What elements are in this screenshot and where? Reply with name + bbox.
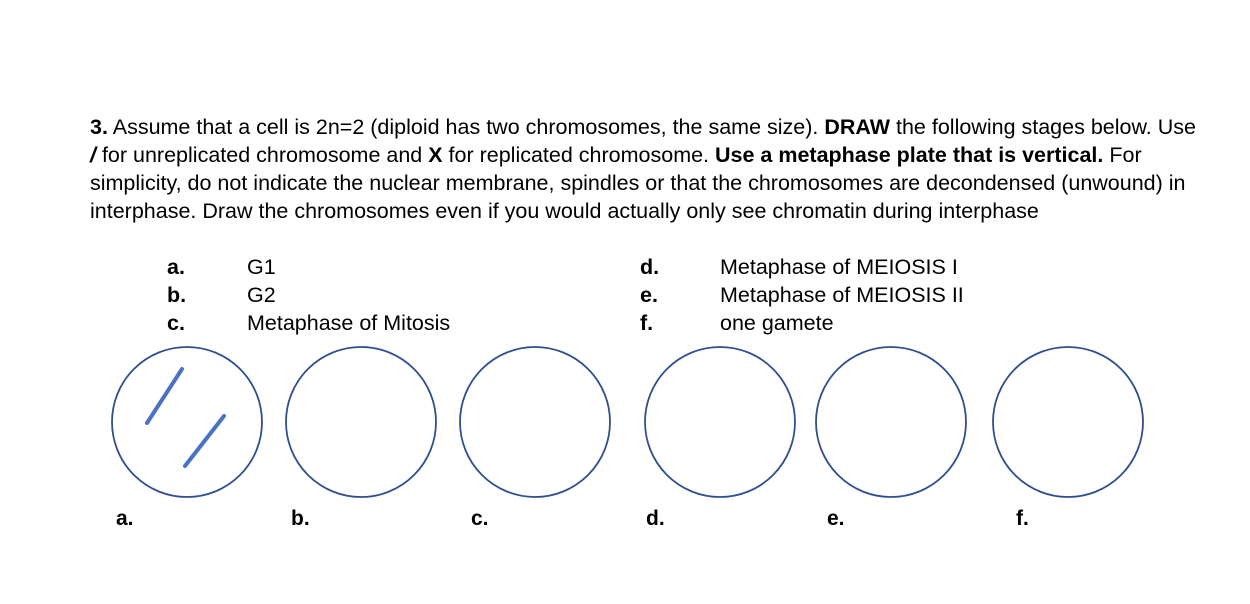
stage-letter: d.: [640, 255, 660, 279]
cell-label-c: c.: [471, 507, 489, 530]
question-text-3: for unreplicated chromosome and: [95, 143, 429, 167]
stage-text: one gamete: [720, 311, 834, 335]
stage-text: Metaphase of MEIOSIS II: [720, 283, 964, 307]
unreplicated-chromosome-2: [185, 416, 224, 466]
question-text-5: For simplicity, do not indicate the nuclear membrane, spindles or that the chromosomes are decondensed (unwound) in interphase. Draw the chromosomes even if you would actually only see chromatin during interphase: [90, 143, 1186, 223]
cell-label-d: d.: [646, 507, 665, 530]
question-text-1: Assume that a cell is 2n=2 (diploid has two chromosomes, the same size).: [107, 115, 825, 139]
question-number: 3.: [90, 115, 108, 139]
metaphase-plate-instruction: Use a metaphase plate that is vertical.: [715, 143, 1104, 167]
stage-letter: c.: [167, 311, 185, 335]
cell-label-e: e.: [827, 507, 845, 530]
slash-symbol: /: [90, 143, 96, 167]
question-text-4: for replicated chromosome.: [442, 143, 716, 167]
question-draw-emphasis: DRAW: [824, 115, 891, 139]
cell-circle-b[interactable]: [286, 347, 436, 497]
stage-letter: f.: [640, 311, 654, 335]
stage-letter: e.: [640, 283, 658, 307]
cell-circle-e[interactable]: [816, 347, 966, 497]
unreplicated-chromosome-1: [147, 369, 182, 423]
x-symbol: X: [428, 143, 443, 167]
cell-label-a: a.: [116, 507, 134, 530]
cell-label-b: b.: [291, 507, 310, 530]
cell-circle-f[interactable]: [993, 347, 1143, 497]
cell-circle-a[interactable]: [112, 347, 262, 497]
stage-text: G1: [247, 255, 276, 279]
cell-circle-d[interactable]: [645, 347, 795, 497]
stage-letter: a.: [167, 255, 185, 279]
stage-letter: b.: [167, 283, 187, 307]
stage-text: Metaphase of MEIOSIS I: [720, 255, 958, 279]
question-text-2: the following stages below. Use: [890, 115, 1196, 139]
cell-label-f: f.: [1016, 507, 1029, 530]
stage-text: Metaphase of Mitosis: [247, 311, 451, 335]
cell-circle-c[interactable]: [460, 347, 610, 497]
stage-text: G2: [247, 283, 276, 307]
